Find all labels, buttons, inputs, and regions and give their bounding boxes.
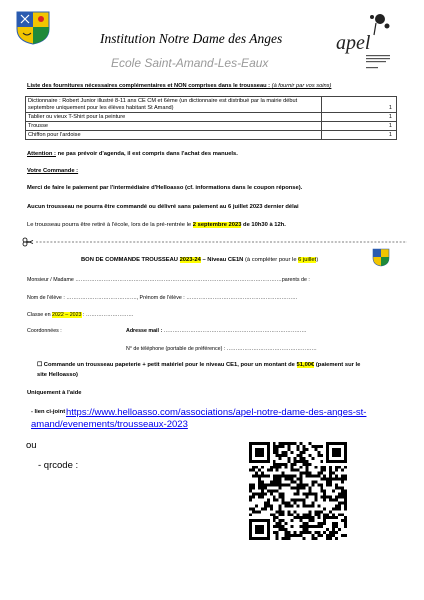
link-label: - lien ci-joint xyxy=(31,409,66,415)
links-heading: Uniquement à l'aide xyxy=(27,390,82,396)
helloasso-link[interactable]: https://www.helloasso.com/associations/apel-notre-dame-des-anges-st- xyxy=(66,407,367,418)
attention-label: Attention : xyxy=(27,151,56,157)
class-label: Classe en xyxy=(27,312,53,318)
supplies-table xyxy=(25,96,397,140)
table-row xyxy=(26,113,397,122)
apel-logo xyxy=(334,9,394,73)
contact-label: Coordonnées : xyxy=(27,328,62,334)
table-row xyxy=(26,97,397,113)
email-label: Adresse mail : xyxy=(126,328,163,334)
pickup-date: 2 septembre 2023 xyxy=(192,222,242,228)
pickup-text: Le trousseau pourra être retiré à l'école, lors de la pré-rentrée le xyxy=(27,222,193,228)
qrcode-label: - qrcode : xyxy=(38,460,79,471)
supply-qty: 1 xyxy=(322,122,397,131)
supply-item: Chiffon pour l'ardoise xyxy=(26,131,322,140)
order-form-title xyxy=(81,257,318,263)
table-row xyxy=(26,122,397,131)
student-name-field[interactable]: Nom de l'élève : …………………………………., Prénom de l'élève : ……………………………………………………… xyxy=(27,295,298,301)
qr-code[interactable] xyxy=(249,442,347,540)
supplies-heading xyxy=(27,83,331,89)
or-text: ou xyxy=(26,440,37,451)
pickup-notice xyxy=(27,222,286,228)
email-field[interactable] xyxy=(126,328,307,334)
order-checkbox-text: ☐ Commande un trousseau papeterie + petit matériel pour le niveau CE1, pour un montant de xyxy=(37,362,297,368)
supply-qty: 1 xyxy=(322,113,397,122)
helloasso-link-cont[interactable]: amand/evenements/trousseaux-2023 xyxy=(31,419,188,430)
order-form-end: ) xyxy=(316,257,319,263)
attention-text: ne pas prévoir d'agenda, il est compris dans l'achat des manuels. xyxy=(55,151,238,157)
order-heading: Votre Commande : xyxy=(27,168,79,174)
class-dots: : ……………………… xyxy=(81,312,134,318)
order-form-date: 6 juillet xyxy=(298,257,317,263)
order-checkbox-line[interactable] xyxy=(37,362,360,368)
attention-note xyxy=(27,151,238,157)
page-title: Institution Notre Dame des Anges xyxy=(100,31,283,46)
order-amount: 51,00€ xyxy=(296,362,315,368)
supply-item: Trousse xyxy=(26,122,322,131)
school-name: Ecole Saint-Amand-Les-Eaux xyxy=(111,56,269,70)
supply-item: Tablier ou vieux T-Shirt pour la peinture xyxy=(26,113,322,122)
order-form-suffix: (à compléter pour le xyxy=(243,257,299,263)
phone-field[interactable]: N° de téléphone (portable de préférence) : …………………………………………… xyxy=(126,346,317,352)
class-year: 2022 – 2023 xyxy=(52,312,82,318)
supplies-heading-note: (à fournir par vos soins) xyxy=(271,83,332,89)
table-row xyxy=(26,131,397,140)
apel-logo-text: apel xyxy=(336,32,371,54)
class-field[interactable] xyxy=(27,312,134,318)
scissors-icon xyxy=(23,238,33,246)
deadline-notice: Aucun trousseau ne pourra être commandé ou délivré sans paiement au 6 juillet 2023 dernier délai xyxy=(27,204,299,210)
pickup-time: de 10h30 à 12h. xyxy=(241,222,286,228)
supply-qty: 1 xyxy=(322,97,397,113)
order-form-year: 2023-24 xyxy=(179,257,201,263)
order-form-prefix: BON DE COMMANDE TROUSSEAU xyxy=(81,257,180,263)
school-logo xyxy=(13,9,53,45)
school-logo-small xyxy=(371,248,391,267)
parents-field[interactable]: Monsieur / Madame ………………………………………………………………………………………………………parents de : xyxy=(27,277,310,283)
supply-qty: 1 xyxy=(322,131,397,140)
cut-line xyxy=(22,237,407,247)
payment-instructions: Merci de faire le paiement par l'intermédiaire d'Helloasso (cf. informations dans le coupon réponse). xyxy=(27,185,303,191)
supply-item: Dictionnaire : Robert Junior illustré 8-11 ans CE CM et 6ème (un dictionnaire est distribué par la mairie début septembre uniquement pour les élèves habitant St Amand) xyxy=(26,97,322,113)
email-dots: ……………………………………………………………………… xyxy=(163,328,307,334)
order-checkbox-line2: site Helloasso) xyxy=(37,372,78,378)
order-checkbox-end: (paiement sur le xyxy=(314,362,361,368)
order-form-level: – Niveau CE1N xyxy=(200,257,244,263)
supplies-heading-text: Liste des fournitures nécessaires complémentaires et NON comprises dans le trousseau : xyxy=(27,83,271,89)
